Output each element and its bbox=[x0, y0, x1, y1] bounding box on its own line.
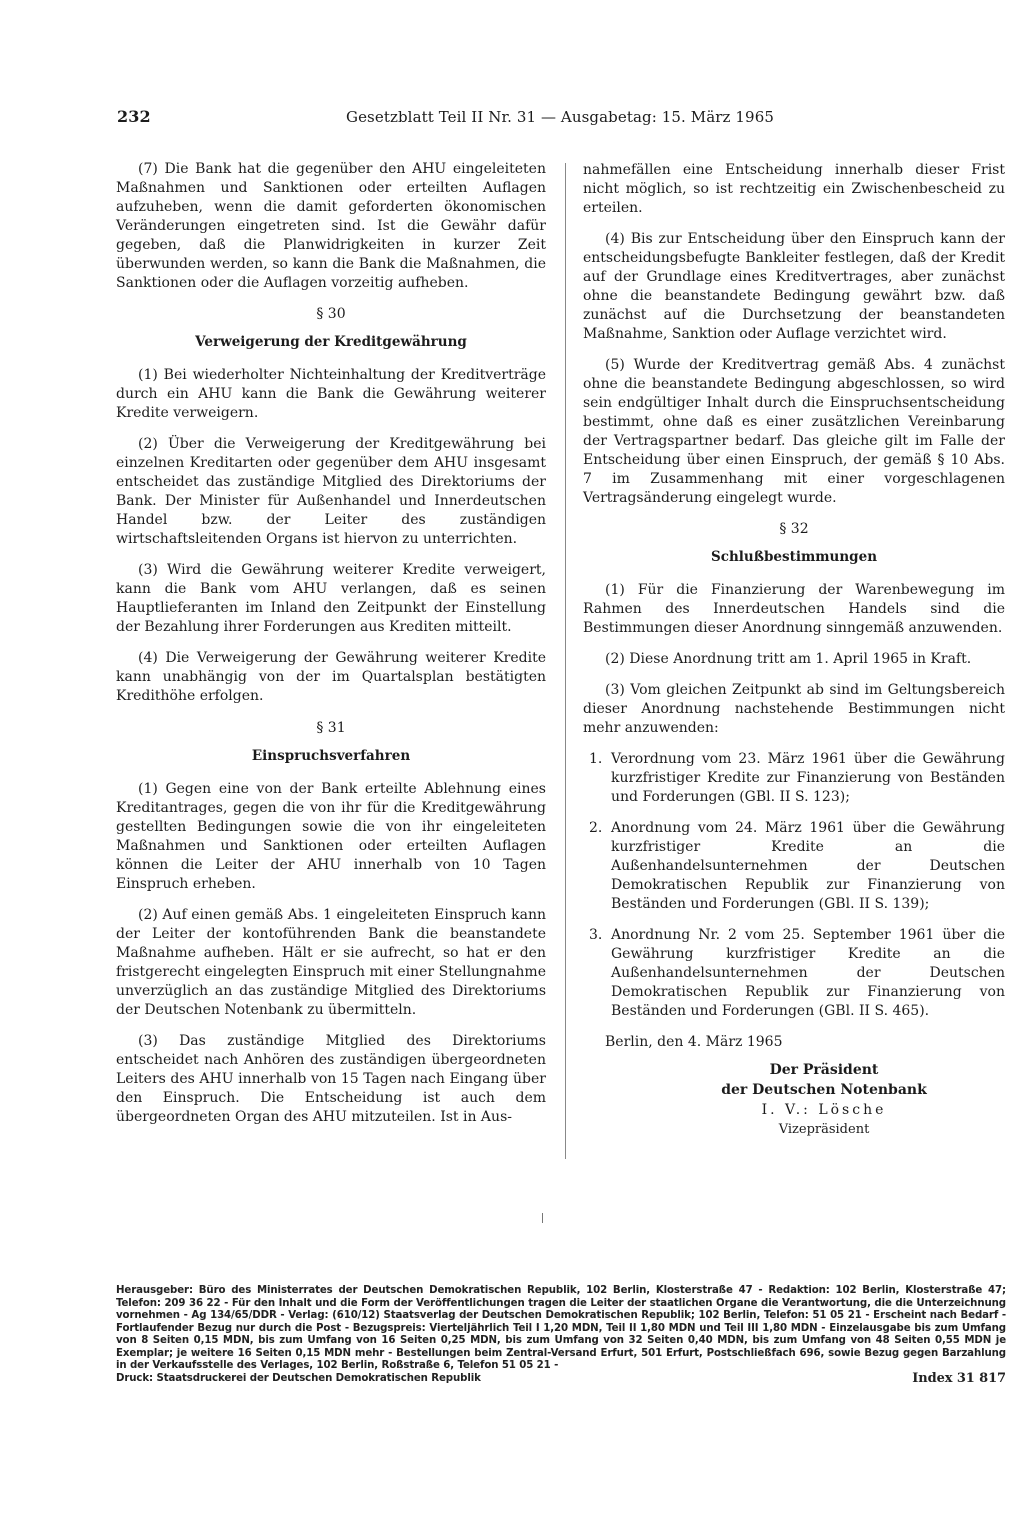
place-and-date: Berlin, den 4. März 1965 bbox=[605, 1034, 783, 1050]
signature-line-1: Der Präsident bbox=[769, 1062, 879, 1078]
page-number: 232 bbox=[117, 107, 151, 126]
left-column bbox=[116, 160, 546, 1139]
section-32-title: Schlußbestimmungen bbox=[710, 549, 878, 565]
paragraph-30-1: (1) Bei wiederholter Nichteinhaltung der Kreditverträge durch ein AHU kann die Bank die Gewährung weiterer Kredite verweigern. bbox=[116, 367, 546, 421]
list-item-text: Anordnung Nr. 2 vom 25. September 1961 über die Gewährung kurzfristiger Kredite an die Außenhandelsunternehmen der Deutschen Demokratischen Republik zur Finanzierung von Beständen und Forderungen (GBl. II S. 465). bbox=[611, 927, 1005, 1019]
list-item bbox=[583, 819, 1005, 914]
footer-mark bbox=[542, 1213, 543, 1223]
column-divider bbox=[565, 163, 566, 1159]
paragraph-31-1: (1) Gegen eine von der Bank erteilte Ablehnung eines Kreditantrages, gegen die von ihr für die Kreditgewährung gestellten Bedingungen sowie die von ihr eingeleiteten Maßnahmen und Sanktionen oder erteilten Auflagen können die Leiter der AHU innerhalb von 10 Tagen Einspruch erheben. bbox=[116, 781, 546, 892]
publisher-imprint bbox=[116, 1285, 1006, 1385]
paragraph-31-3-continued: nahmefällen eine Entscheidung innerhalb dieser Frist nicht möglich, so ist rechtzeitig ein Zwischenbescheid zu erteilen. bbox=[583, 162, 1005, 216]
paragraph-30-4: (4) Die Verweigerung der Gewährung weiterer Kredite kann unabhängig von der im Quartalsplan bestätigten Kredithöhe erfolgen. bbox=[116, 650, 546, 704]
index-number: Index 31 817 bbox=[912, 1370, 1006, 1386]
signatory-role: Vizepräsident bbox=[778, 1122, 870, 1137]
list-item-number: 1. bbox=[589, 751, 603, 767]
list-item-number: 2. bbox=[589, 820, 603, 836]
list-item-text: Verordnung vom 23. März 1961 über die Gewährung kurzfristiger Kredite zur Finanzierung von Beständen und Forderungen (GBl. II S. 123); bbox=[611, 751, 1005, 805]
list-item-text: Anordnung vom 24. März 1961 über die Gewährung kurzfristiger Kredite an die Außenhandelsunternehmen der Deutschen Demokratischen Republik zur Finanzierung von Beständen und Forderungen (GBl. II S. 139); bbox=[611, 820, 1005, 912]
paragraph-30-2: (2) Über die Verweigerung der Kreditgewährung bei einzelnen Kreditarten oder gegenüber dem AHU insgesamt entscheidet das zuständige Mitglied des Direktoriums der Bank. Der Minister für Außenhandel und Innerdeutschen Handel bzw. der Leiter des zuständigen wirtschaftsleitenden Organs ist hiervon zu unterrichten. bbox=[116, 436, 546, 547]
imprint-text: Herausgeber: Büro des Ministerrates der Deutschen Demokratischen Republik, 102 Berlin, Klosterstraße 47 - Redaktion: 102 Berlin, Klosterstraße 47; Telefon: 209 36 22 - Für den Inhalt und die Form der Veröffentlichungen tragen die Leiter der staatlichen Organe die Verantwortung, die die Unterzeichnung vornehmen - Ag 134/65/DDR - Verlag: (610/12) Staatsverlag der Deutschen Demokratischen Republik; 102 Berlin, Telefon: 51 05 21 - Erscheint nach Bedarf - Fortlaufender Bezug nur durch die Post - Bezugspreis: Vierteljährlich Teil I 1,20 MDN, Teil II 1,80 MDN und Teil III 1,80 MDN - Einzelausgabe bis zum Umfang von 8 Seiten 0,15 MDN, bis zum Umfang von 16 Seiten 0,25 MDN, bis zum Umfang von 32 Seiten 0,40 MDN, bis zum Umfang von 48 Seiten 0,55 MDN je Exemplar; je weitere 16 Seiten 0,15 MDN mehr - Bestellungen beim Zentral-Versand Erfurt, 501 Erfurt, Postschließfach 696, sowie Bezug gegen Barzahlung in der Verkaufsstelle des Verlages, 102 Berlin, Roßstraße 6, Telefon 51 05 21 - bbox=[116, 1285, 1006, 1371]
imprint-last-line bbox=[116, 1370, 1006, 1386]
section-32-number: § 32 bbox=[779, 521, 809, 537]
paragraph-29-7: (7) Die Bank hat die gegenüber den AHU eingeleiteten Maßnahmen und Sanktionen oder erteilten Auflagen aufzuheben, wenn die damit geforderten ökonomischen Veränderungen eingetreten sind. Ist die Gewähr dafür gegeben, daß die Planwidrigkeiten in kurzer Zeit überwunden werden, so kann die Bank die Maßnahmen, die Sanktionen oder die Auflagen vorzeitig aufheben. bbox=[116, 161, 546, 291]
paragraph-31-3: (3) Das zuständige Mitglied des Direktoriums entscheidet nach Anhören des zuständigen übergeordneten Leiters des AHU innerhalb von 15 Tagen nach Eingang über den Einspruch. Die Entscheidung ist auch dem übergeordneten Organ des AHU mitzuteilen. Ist in Aus- bbox=[116, 1033, 546, 1125]
paragraph-32-2: (2) Diese Anordnung tritt am 1. April 1965 in Kraft. bbox=[605, 651, 972, 667]
signature-line-2: der Deutschen Notenbank bbox=[721, 1082, 927, 1098]
signature-block bbox=[643, 1060, 1005, 1140]
paragraph-31-4: (4) Bis zur Entscheidung über den Einspruch kann der entscheidungsbefugte Bankleiter festlegen, daß der Kredit auf der Grundlage eines Kreditvertrages, aber zunächst ohne die beanstandete Bedingung gewährt bzw. daß zunächst auf die Durchsetzung der beanstandeten Maßnahme, Sanktion oder Auflage verzichtet wird. bbox=[583, 231, 1005, 342]
paragraph-31-5: (5) Wurde der Kreditvertrag gemäß Abs. 4 zunächst ohne die beanstandete Bedingung abgeschlossen, so wird sein endgültiger Inhalt durch die Einspruchsentscheidung bestimmt, ohne daß es einer zusätzlichen Vereinbarung der Vertragspartner bedarf. Das gleiche gilt im Falle der Entscheidung über einen Einspruch, der gemäß § 10 Abs. 7 im Zusammenhang mit einer vorgeschlagenen Vertragsänderung eingelegt wurde. bbox=[583, 357, 1005, 506]
section-31-title: Einspruchsverfahren bbox=[251, 748, 411, 764]
paragraph-32-1: (1) Für die Finanzierung der Warenbewegung im Rahmen des Innerdeutschen Handels sind die Bestimmungen dieser Anordnung sinngemäß anzuwenden. bbox=[583, 582, 1005, 636]
list-item-number: 3. bbox=[589, 927, 603, 943]
printer-line: Druck: Staatsdruckerei der Deutschen Demokratischen Republik bbox=[116, 1372, 481, 1384]
section-30-number: § 30 bbox=[316, 306, 346, 322]
paragraph-32-3: (3) Vom gleichen Zeitpunkt ab sind im Geltungsbereich dieser Anordnung nachstehende Bestimmungen nicht mehr anzuwenden: bbox=[583, 682, 1005, 736]
section-30-title: Verweigerung der Kreditgewährung bbox=[195, 334, 467, 350]
list-item bbox=[583, 750, 1005, 807]
signatory-name: I. V.: Lösche bbox=[761, 1102, 887, 1118]
right-column bbox=[583, 161, 1005, 1140]
paragraph-31-2: (2) Auf einen gemäß Abs. 1 eingeleiteten Einspruch kann der Leiter der kontoführenden Bank die beanstandete Maßnahme aufheben. Hält er sie aufrecht, so hat er den fristgerecht eingelegten Einspruch mit einer Stellungnahme unverzüglich an das zuständige Mitglied des Direktoriums der Deutschen Notenbank zu übermitteln. bbox=[116, 907, 546, 1018]
list-item bbox=[583, 926, 1005, 1021]
paragraph-30-3: (3) Wird die Gewährung weiterer Kredite verweigert, kann die Bank vom AHU verlangen, daß es seinen Hauptlieferanten im Inland den Zeitpunkt der Einstellung der Bezahlung ihrer Forderungen aus Krediten mitteilt. bbox=[116, 562, 546, 635]
page-header bbox=[117, 106, 1005, 128]
section-31-number: § 31 bbox=[316, 720, 346, 736]
header-title: Gesetzblatt Teil II Nr. 31 — Ausgabetag: 15. März 1965 bbox=[346, 108, 774, 126]
